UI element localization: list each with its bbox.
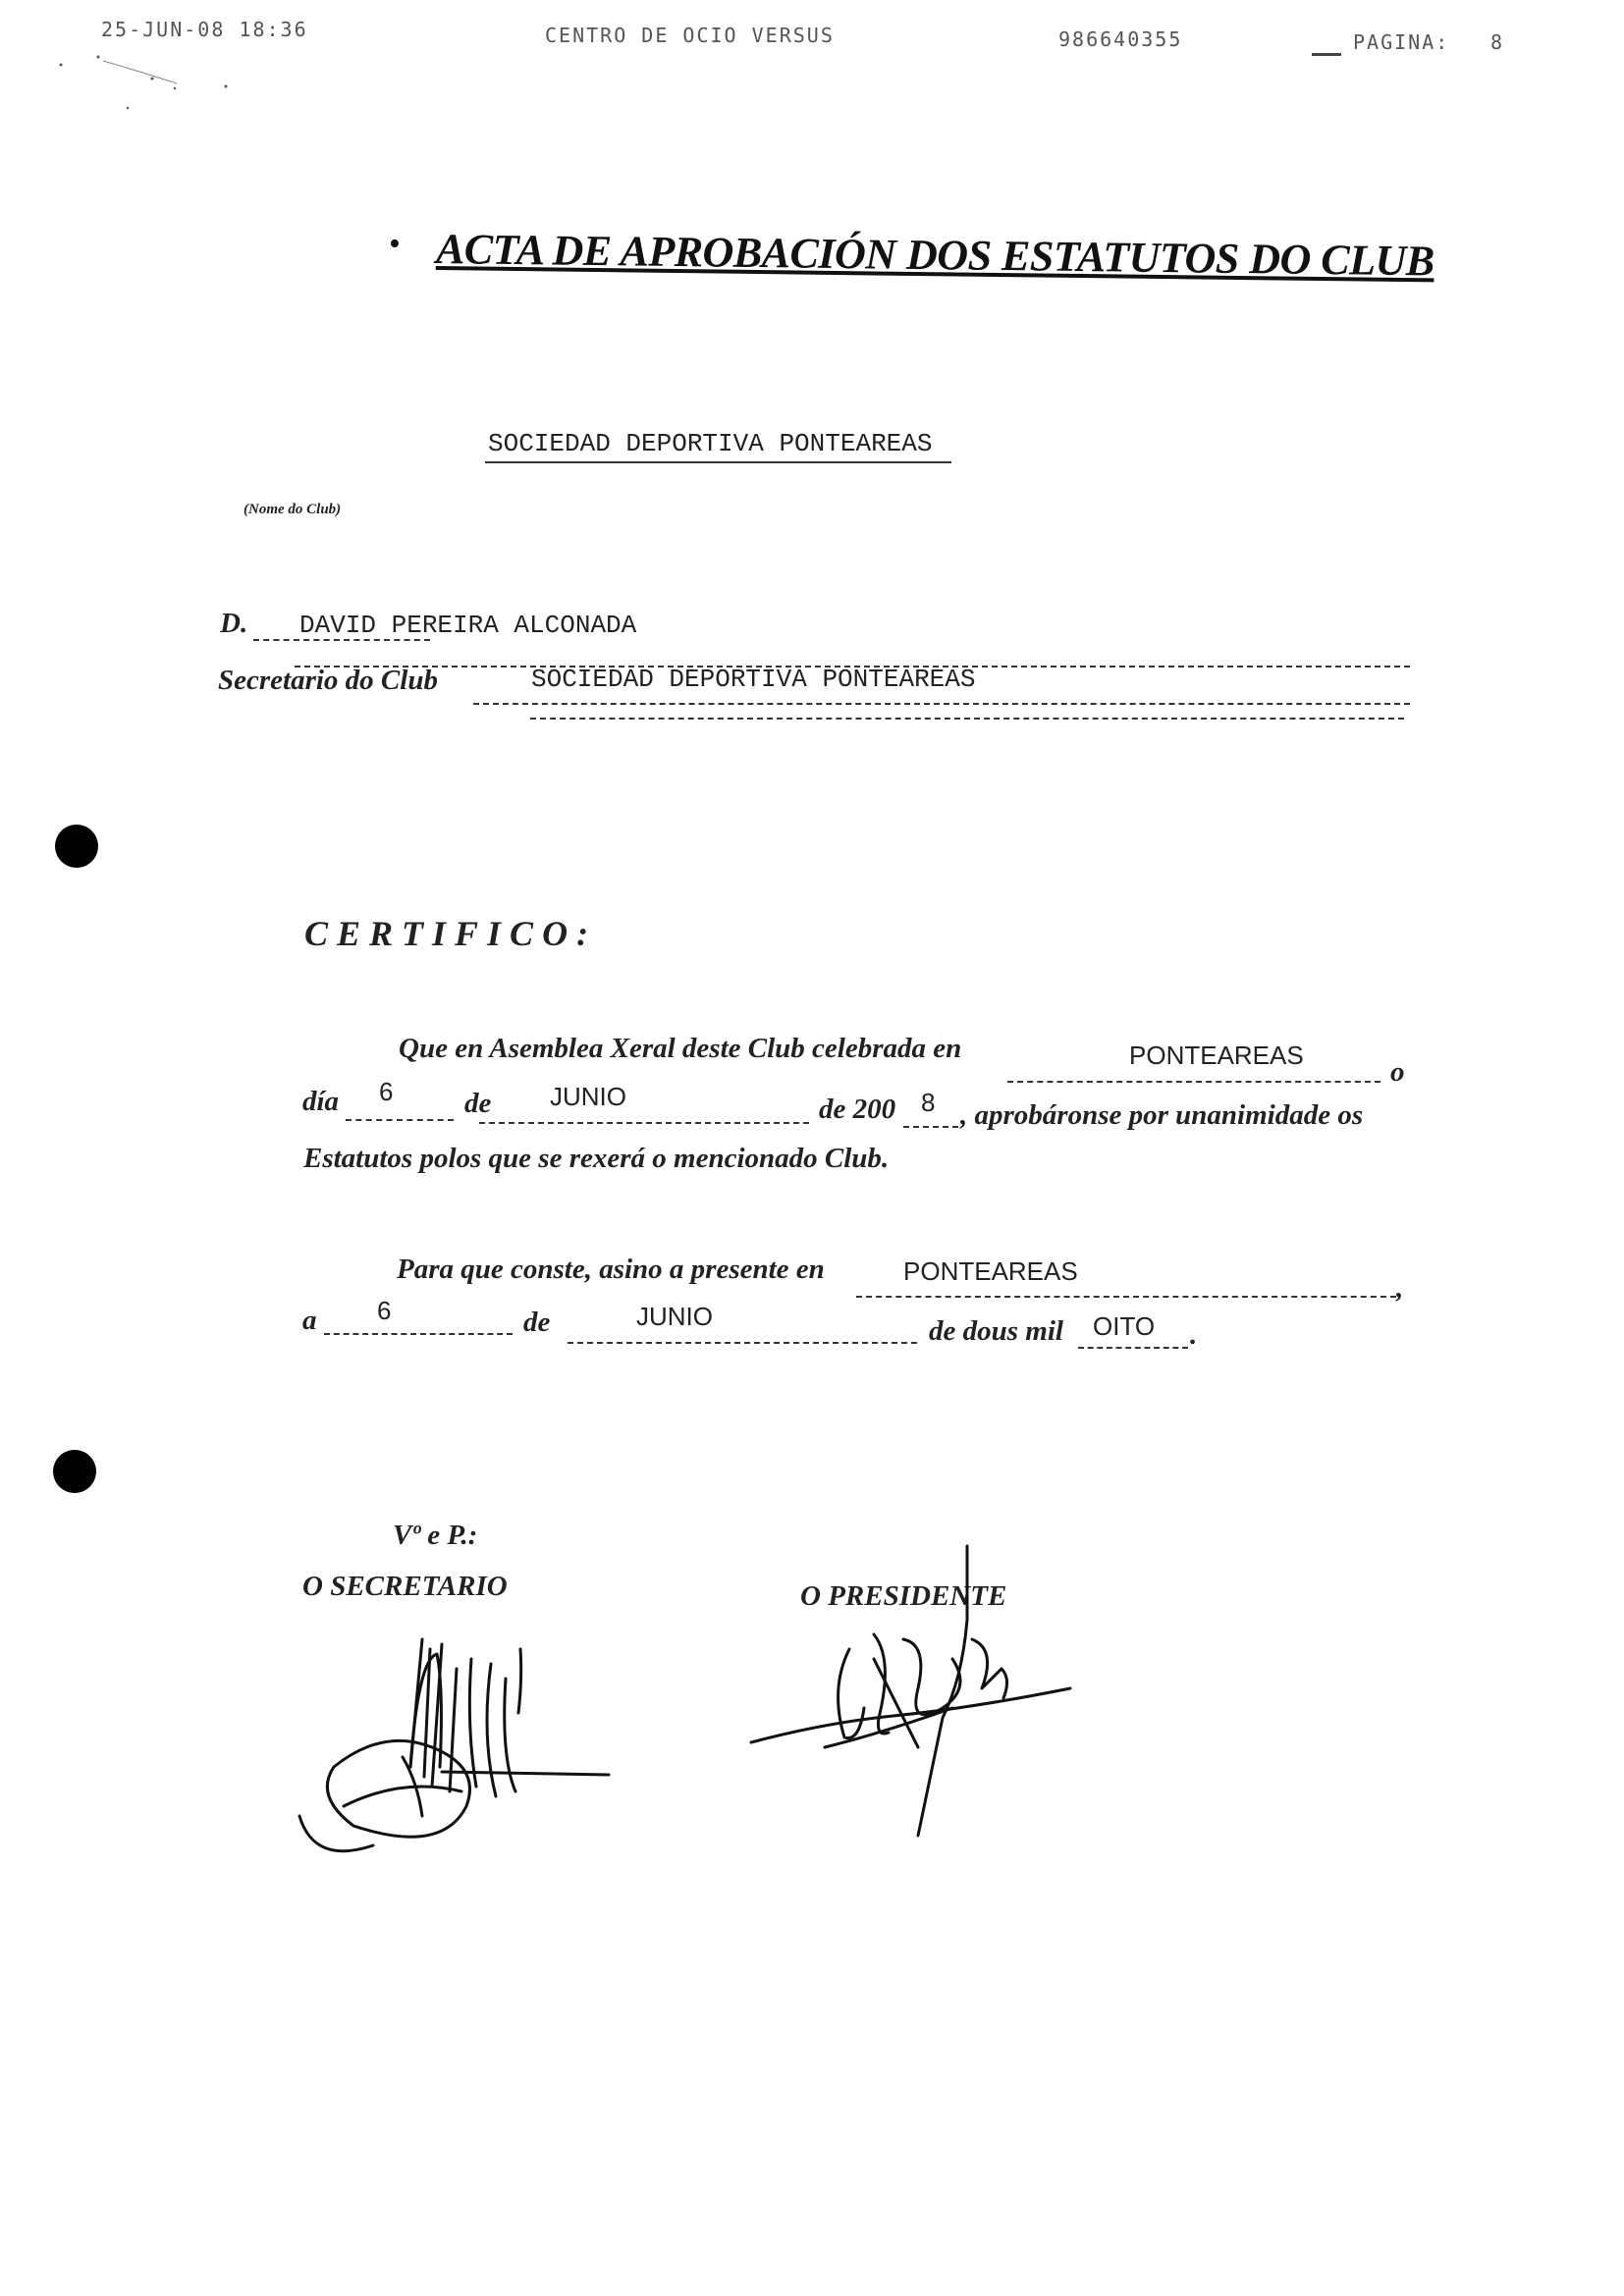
- p1-place: PONTEAREAS: [1129, 1041, 1304, 1070]
- p2-month-underline: [568, 1342, 917, 1344]
- p2-year-word: OITO: [1093, 1311, 1156, 1341]
- secretary-club: SOCIEDAD DEPORTIVA PONTEAREAS: [531, 665, 976, 694]
- p2-month: JUNIO: [636, 1302, 713, 1331]
- p1-dia-label: día: [302, 1086, 340, 1117]
- fax-phone: 986640355: [1058, 27, 1183, 51]
- secretary-prefix: D.: [220, 608, 248, 639]
- fax-page-label: PAGINA:: [1353, 30, 1450, 54]
- president-signature-label: O PRESIDENTE: [800, 1580, 1007, 1612]
- binder-hole-bottom: [53, 1450, 96, 1493]
- p1-intro: Que en Asemblea Xeral deste Club celebrada en: [399, 1033, 962, 1064]
- p1-year-digit: 8: [921, 1088, 936, 1117]
- p2-comma: ,: [1396, 1272, 1404, 1304]
- president-signature-image: [746, 1541, 1080, 1845]
- p1-o: o: [1390, 1056, 1405, 1088]
- vo-bo-label: Vº e P.:: [393, 1520, 478, 1551]
- p2-a-label: a: [302, 1305, 317, 1336]
- p1-month: JUNIO: [550, 1082, 626, 1111]
- p2-intro: Para que conste, asino a presente en: [397, 1254, 825, 1285]
- p1-place-underline: [1007, 1081, 1380, 1083]
- p1-aprob: , aprobáronse por unanimidade os: [960, 1099, 1364, 1131]
- fax-mark: [1312, 53, 1341, 56]
- club-name-label: (Nome do Club): [244, 502, 342, 517]
- document-title: ACTA DE APROBACIÓN DOS ESTATUTOS DO CLUB: [435, 225, 1435, 286]
- certifico-heading: CERTIFICO:: [304, 914, 598, 953]
- secretary-name: DAVID PEREIRA ALCONADA: [299, 611, 637, 640]
- secretary-club-underline-2: [530, 718, 1404, 720]
- fax-page-number: 8: [1490, 30, 1505, 54]
- p1-day-underline: [346, 1119, 454, 1121]
- secretary-signature-image: [295, 1620, 619, 1875]
- p2-day-underline: [324, 1333, 513, 1335]
- p1-day: 6: [379, 1077, 394, 1106]
- scan-specks: [49, 49, 245, 118]
- p2-place-underline: [856, 1296, 1396, 1298]
- p2-de-dous-mil: de dous mil: [929, 1315, 1063, 1347]
- p2-de-label: de: [523, 1307, 551, 1338]
- fax-datetime: 25-JUN-08 18:36: [101, 18, 308, 41]
- p2-place: PONTEAREAS: [903, 1256, 1078, 1286]
- fax-sender: CENTRO DE OCIO VERSUS: [545, 24, 835, 47]
- secretary-label: Secretario do Club: [218, 665, 438, 696]
- p1-year-label: de 200: [819, 1094, 896, 1125]
- club-name-underline: [485, 461, 951, 463]
- club-name: SOCIEDAD DEPORTIVA PONTEAREAS: [488, 429, 933, 458]
- p2-year-underline: [1078, 1347, 1188, 1349]
- p1-de-label: de: [464, 1088, 492, 1119]
- title-bullet: •: [389, 226, 401, 262]
- p2-day: 6: [377, 1296, 392, 1325]
- secretary-signature-label: O SECRETARIO: [302, 1571, 508, 1602]
- secretary-name-underline: [253, 639, 430, 641]
- p1-line3: Estatutos polos que se rexerá o mencionado Club.: [303, 1143, 890, 1174]
- p1-month-underline: [479, 1122, 809, 1124]
- p1-year-underline: [903, 1126, 958, 1128]
- binder-hole-top: [55, 825, 98, 868]
- p2-period: .: [1190, 1319, 1198, 1351]
- secretary-club-underline: [473, 703, 1410, 705]
